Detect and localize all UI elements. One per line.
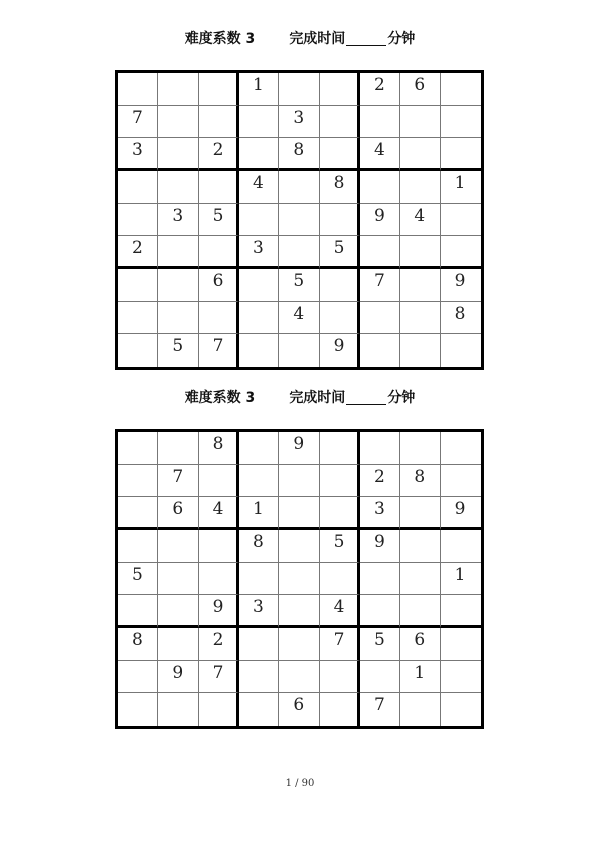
sudoku-cell: 4	[199, 497, 239, 530]
sudoku-cell: 2	[118, 236, 158, 269]
sudoku-cell	[158, 269, 198, 302]
sudoku-cell	[118, 497, 158, 530]
sudoku-cell	[441, 204, 481, 237]
sudoku-cell	[158, 106, 198, 139]
sudoku-cell	[118, 269, 158, 302]
sudoku-cell: 7	[320, 628, 360, 661]
sudoku-cell	[279, 563, 319, 596]
sudoku-cell	[400, 595, 440, 628]
sudoku-cell	[118, 302, 158, 335]
sudoku-grid-1	[115, 70, 484, 370]
time-label: 完成时间	[289, 31, 346, 47]
sudoku-cell: 1	[441, 563, 481, 596]
sudoku-cell: 4	[279, 302, 319, 335]
sudoku-cell	[158, 432, 198, 465]
sudoku-cell: 1	[239, 497, 279, 530]
sudoku-cell: 5	[118, 563, 158, 596]
sudoku-cell: 5	[320, 236, 360, 269]
sudoku-cell: 7	[118, 106, 158, 139]
sudoku-cell	[239, 106, 279, 139]
sudoku-cell	[239, 302, 279, 335]
sudoku-cell	[118, 530, 158, 563]
sudoku-cell: 5	[279, 269, 319, 302]
sudoku-cell	[158, 73, 198, 106]
sudoku-cell	[158, 236, 198, 269]
sudoku-cell	[400, 530, 440, 563]
sudoku-cell	[441, 73, 481, 106]
time-blank	[346, 390, 386, 405]
sudoku-cell: 4	[239, 171, 279, 204]
sudoku-cell	[279, 628, 319, 661]
sudoku-cell: 6	[158, 497, 198, 530]
sudoku-cell	[400, 497, 440, 530]
sudoku-cell: 9	[279, 432, 319, 465]
sudoku-cell	[441, 432, 481, 465]
sudoku-cell	[400, 563, 440, 596]
page-indicator: 1 / 90	[285, 778, 315, 789]
sudoku-cell	[118, 432, 158, 465]
puzzle-1-header	[0, 26, 600, 50]
sudoku-cell	[239, 465, 279, 498]
difficulty-label: 难度系数 3	[184, 390, 256, 406]
sudoku-cell	[118, 204, 158, 237]
sudoku-cell: 9	[360, 204, 400, 237]
sudoku-cell	[279, 171, 319, 204]
sudoku-cell	[239, 661, 279, 694]
sudoku-cell	[118, 595, 158, 628]
sudoku-cell	[400, 171, 440, 204]
sudoku-cell	[441, 595, 481, 628]
sudoku-cell: 6	[279, 693, 319, 726]
sudoku-cell	[360, 302, 400, 335]
sudoku-cell: 8	[239, 530, 279, 563]
sudoku-cell	[441, 334, 481, 367]
sudoku-cell	[279, 530, 319, 563]
sudoku-grid-2	[115, 429, 484, 729]
sudoku-cell	[118, 465, 158, 498]
sudoku-cell: 8	[118, 628, 158, 661]
sudoku-cell	[279, 73, 319, 106]
sudoku-cell: 6	[400, 73, 440, 106]
sudoku-cell	[239, 138, 279, 171]
sudoku-cell: 1	[239, 73, 279, 106]
sudoku-cell	[239, 628, 279, 661]
sudoku-cell	[199, 693, 239, 726]
sudoku-cell: 7	[199, 334, 239, 367]
sudoku-cell: 9	[158, 661, 198, 694]
sudoku-cell	[279, 595, 319, 628]
sudoku-cell	[360, 171, 400, 204]
sudoku-cell	[158, 563, 198, 596]
sudoku-cell: 9	[199, 595, 239, 628]
sudoku-cell: 1	[400, 661, 440, 694]
sudoku-cell	[320, 204, 360, 237]
sudoku-cell	[400, 693, 440, 726]
sudoku-cell: 3	[279, 106, 319, 139]
sudoku-cell	[239, 693, 279, 726]
sudoku-cell	[279, 497, 319, 530]
sudoku-cell	[118, 661, 158, 694]
sudoku-cell	[158, 693, 198, 726]
sudoku-cell	[320, 302, 360, 335]
sudoku-cell: 1	[441, 171, 481, 204]
sudoku-cell	[320, 106, 360, 139]
sudoku-cell	[441, 106, 481, 139]
sudoku-cell	[158, 530, 198, 563]
sudoku-cell	[441, 693, 481, 726]
sudoku-cell: 7	[199, 661, 239, 694]
sudoku-cell	[320, 563, 360, 596]
sudoku-cell	[199, 563, 239, 596]
time-label: 完成时间	[289, 390, 346, 406]
sudoku-cell	[441, 628, 481, 661]
sudoku-cell	[400, 236, 440, 269]
sudoku-cell	[320, 465, 360, 498]
sudoku-cell	[239, 563, 279, 596]
sudoku-cell	[199, 73, 239, 106]
sudoku-cell	[320, 497, 360, 530]
sudoku-cell: 5	[158, 334, 198, 367]
sudoku-cell	[158, 171, 198, 204]
unit-label: 分钟	[387, 390, 416, 406]
sudoku-cell	[239, 269, 279, 302]
sudoku-cell	[199, 465, 239, 498]
sudoku-cell: 7	[158, 465, 198, 498]
sudoku-cell	[158, 595, 198, 628]
unit-label: 分钟	[387, 31, 416, 47]
sudoku-cell	[400, 138, 440, 171]
sudoku-cell: 8	[320, 171, 360, 204]
sudoku-cell: 4	[400, 204, 440, 237]
sudoku-cell	[199, 236, 239, 269]
sudoku-cell	[400, 106, 440, 139]
sudoku-cell	[118, 73, 158, 106]
sudoku-cell: 3	[239, 595, 279, 628]
sudoku-cell	[441, 661, 481, 694]
sudoku-cell	[360, 106, 400, 139]
sudoku-cell	[279, 661, 319, 694]
sudoku-cell	[118, 171, 158, 204]
sudoku-cell: 3	[360, 497, 400, 530]
sudoku-cell: 9	[441, 497, 481, 530]
sudoku-cell	[360, 334, 400, 367]
sudoku-cell: 3	[118, 138, 158, 171]
sudoku-cell: 2	[360, 73, 400, 106]
sudoku-cell	[158, 302, 198, 335]
sudoku-cell	[320, 432, 360, 465]
sudoku-cell	[441, 530, 481, 563]
sudoku-cell	[320, 693, 360, 726]
sudoku-cell	[320, 73, 360, 106]
sudoku-cell: 4	[320, 595, 360, 628]
sudoku-cell	[239, 334, 279, 367]
sudoku-cell: 9	[360, 530, 400, 563]
sudoku-cell	[279, 204, 319, 237]
sudoku-cell	[239, 432, 279, 465]
sudoku-cell	[441, 236, 481, 269]
sudoku-cell: 8	[279, 138, 319, 171]
difficulty-label: 难度系数 3	[184, 31, 256, 47]
sudoku-cell: 3	[158, 204, 198, 237]
sudoku-cell: 8	[400, 465, 440, 498]
sudoku-cell: 3	[239, 236, 279, 269]
sudoku-cell	[441, 138, 481, 171]
sudoku-cell: 4	[360, 138, 400, 171]
sudoku-cell	[199, 106, 239, 139]
sudoku-cell	[360, 236, 400, 269]
sudoku-cell	[360, 563, 400, 596]
sudoku-cell: 8	[441, 302, 481, 335]
sudoku-cell	[320, 269, 360, 302]
sudoku-cell: 5	[360, 628, 400, 661]
sudoku-cell	[360, 432, 400, 465]
sudoku-cell: 6	[400, 628, 440, 661]
puzzle-2-header	[0, 385, 600, 409]
sudoku-cell	[118, 334, 158, 367]
time-blank	[346, 31, 386, 46]
sudoku-cell: 2	[360, 465, 400, 498]
sudoku-cell	[360, 661, 400, 694]
sudoku-cell	[199, 171, 239, 204]
sudoku-cell: 9	[320, 334, 360, 367]
sudoku-cell	[400, 334, 440, 367]
sudoku-cell	[400, 269, 440, 302]
sudoku-cell	[441, 465, 481, 498]
sudoku-cell: 9	[441, 269, 481, 302]
sudoku-cell	[158, 138, 198, 171]
sudoku-cell	[118, 693, 158, 726]
sudoku-cell	[279, 334, 319, 367]
sudoku-cell	[320, 661, 360, 694]
sudoku-cell	[199, 302, 239, 335]
sudoku-cell: 2	[199, 628, 239, 661]
sudoku-cell	[279, 465, 319, 498]
sudoku-cell: 8	[199, 432, 239, 465]
sudoku-cell: 7	[360, 693, 400, 726]
sudoku-cell: 7	[360, 269, 400, 302]
sudoku-cell: 5	[320, 530, 360, 563]
sudoku-cell	[400, 302, 440, 335]
sudoku-cell	[320, 138, 360, 171]
sudoku-cell	[199, 530, 239, 563]
sudoku-cell	[360, 595, 400, 628]
sudoku-cell	[158, 628, 198, 661]
sudoku-cell: 6	[199, 269, 239, 302]
sudoku-cell: 5	[199, 204, 239, 237]
sudoku-cell	[279, 236, 319, 269]
sudoku-cell	[239, 204, 279, 237]
sudoku-cell: 2	[199, 138, 239, 171]
sudoku-cell	[400, 432, 440, 465]
